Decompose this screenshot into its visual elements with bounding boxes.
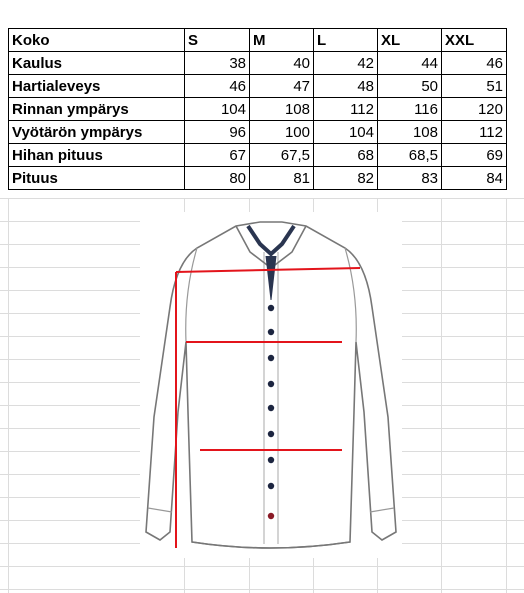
table-cell: 42 xyxy=(314,52,378,75)
header-size-label: Koko xyxy=(9,29,185,52)
table-cell: 112 xyxy=(314,98,378,121)
table-cell: 67 xyxy=(185,144,250,167)
grid-line xyxy=(506,198,507,593)
table-cell: 46 xyxy=(185,75,250,98)
grid-line xyxy=(0,566,524,567)
row-label: Pituus xyxy=(9,167,185,190)
table-row xyxy=(9,167,507,190)
shirt-measurement-illustration xyxy=(140,212,402,558)
table-cell: 68 xyxy=(314,144,378,167)
table-cell: 68,5 xyxy=(378,144,442,167)
table-cell: 80 xyxy=(185,167,250,190)
table-row xyxy=(9,144,507,167)
table-cell: 69 xyxy=(442,144,507,167)
table-cell: 104 xyxy=(314,121,378,144)
table-cell: 83 xyxy=(378,167,442,190)
header-row xyxy=(9,29,507,52)
row-label: Rinnan ympärys xyxy=(9,98,185,121)
table-cell: 82 xyxy=(314,167,378,190)
table-row xyxy=(9,121,507,144)
table-cell: 108 xyxy=(250,98,314,121)
row-label: Hihan pituus xyxy=(9,144,185,167)
table-cell: 108 xyxy=(378,121,442,144)
header-size-s: S xyxy=(185,29,250,52)
table-cell: 67,5 xyxy=(250,144,314,167)
table-cell: 44 xyxy=(378,52,442,75)
header-size-xxl: XXL xyxy=(442,29,507,52)
header-size-m: M xyxy=(250,29,314,52)
table-cell: 84 xyxy=(442,167,507,190)
table-cell: 116 xyxy=(378,98,442,121)
row-label: Kaulus xyxy=(9,52,185,75)
row-label: Hartialeveys xyxy=(9,75,185,98)
header-size-l: L xyxy=(314,29,378,52)
grid-line xyxy=(0,198,524,199)
table-cell: 81 xyxy=(250,167,314,190)
table-cell: 100 xyxy=(250,121,314,144)
grid-line xyxy=(441,198,442,593)
table-cell: 47 xyxy=(250,75,314,98)
table-cell: 40 xyxy=(250,52,314,75)
table-cell: 50 xyxy=(378,75,442,98)
table-row xyxy=(9,75,507,98)
table-cell: 112 xyxy=(442,121,507,144)
table-cell: 120 xyxy=(442,98,507,121)
grid-line xyxy=(8,198,9,593)
header-size-xl: XL xyxy=(378,29,442,52)
table-cell: 96 xyxy=(185,121,250,144)
table-cell: 51 xyxy=(442,75,507,98)
row-label: Vyötärön ympärys xyxy=(9,121,185,144)
table-cell: 38 xyxy=(185,52,250,75)
grid-line xyxy=(0,589,524,590)
table-cell: 46 xyxy=(442,52,507,75)
table-cell: 104 xyxy=(185,98,250,121)
table-row xyxy=(9,52,507,75)
table-row xyxy=(9,98,507,121)
table-cell: 48 xyxy=(314,75,378,98)
size-chart-table xyxy=(8,28,507,190)
